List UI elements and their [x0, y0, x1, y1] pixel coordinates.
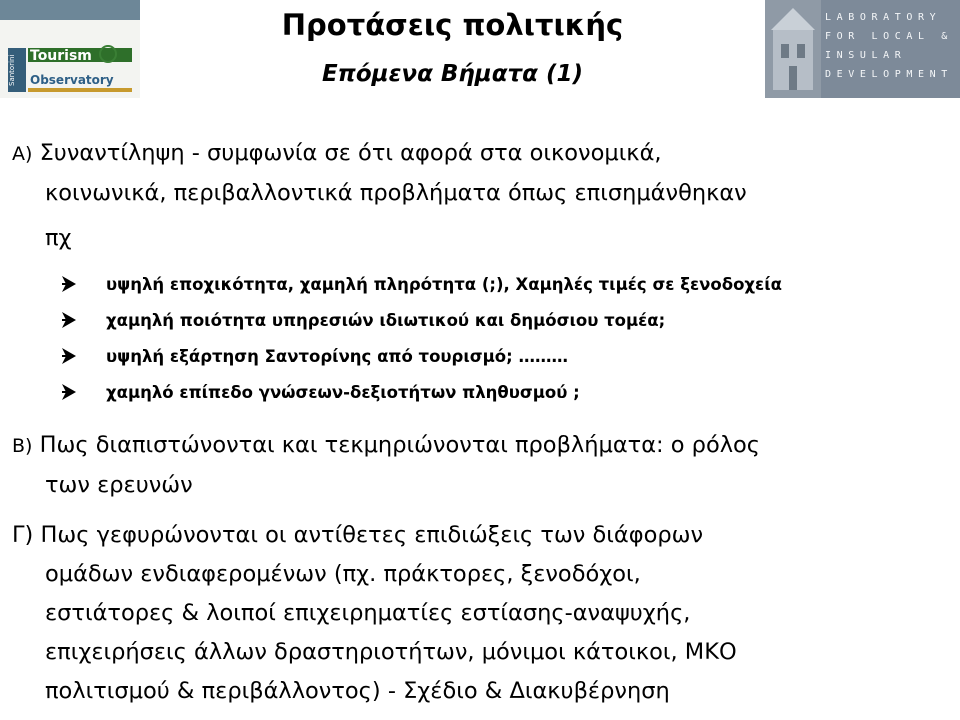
- tourism-observatory-logo: [0, 0, 140, 98]
- arrow-bullet-icon: [60, 273, 106, 295]
- lab-line-3: INSULAR: [825, 50, 907, 61]
- point-a-cont-1: κοινωνικά, περιβαλλοντικά προβλήματα όπως επισημάνθηκαν: [45, 180, 747, 206]
- arrow-bullet-icon: [60, 381, 106, 403]
- laboratory-logo: [765, 0, 960, 98]
- point-c-cont-2: εστιάτορες & λοιποί επιχειρηματίες εστίασης-αναψυχής,: [45, 600, 691, 626]
- bullet-text: χαμηλό επίπεδο γνώσεων-δεξιοτήτων πληθυσμού ;: [106, 382, 580, 402]
- tourism-observatory-mark: [8, 44, 132, 96]
- bullet-text: υψηλή εξάρτηση Σαντορίνης από τουρισμό; ………: [106, 346, 568, 366]
- point-c-cont-4: πολιτισμού & περιβάλλοντος) - Σχέδιο & Διακυβέρνηση: [45, 678, 670, 704]
- lab-line-1: LABORATORY: [825, 12, 942, 23]
- lab-line-2: FOR LOCAL &: [825, 31, 953, 42]
- point-b-text: Πως διαπιστώνονται και τεκμηριώνονται προβλήματα: ο ρόλος: [39, 432, 761, 458]
- point-a-label: A): [12, 143, 33, 165]
- point-c-cont-3: επιχειρήσεις άλλων δραστηριοτήτων, μόνιμοι κάτοικοι, ΜΚΟ: [45, 639, 737, 665]
- bullet-text: υψηλή εποχικότητα, χαμηλή πληρότητα (;), Χαμηλές τιμές σε ξενοδοχεία: [106, 274, 783, 294]
- point-a-cont-2: πχ: [45, 225, 72, 251]
- point-a: [12, 134, 952, 263]
- point-c-label: Γ): [12, 522, 34, 548]
- point-a-text: Συναντίληψη - συμφωνία σε ότι αφορά στα οικονομικά,: [39, 140, 662, 166]
- point-c: [12, 516, 952, 711]
- arrow-bullet-icon: [60, 309, 106, 331]
- bullet-list: [60, 266, 782, 410]
- point-c-cont-1: ομάδων ενδιαφερομένων (πχ. πράκτορες, ξενοδόχοι,: [45, 561, 641, 587]
- logo-side-text: Santorini: [8, 54, 16, 86]
- logo-band: [0, 0, 140, 20]
- list-item: [60, 302, 782, 338]
- list-item: [60, 266, 782, 302]
- building-icon: [765, 0, 821, 98]
- lab-line-4: DEVELOPMENT: [825, 69, 953, 80]
- point-b: [12, 426, 952, 505]
- point-b-cont-1: των ερευνών: [45, 472, 193, 498]
- point-c-text: Πως γεφυρώνονται οι αντίθετες επιδιώξεις των διάφορων: [40, 522, 704, 548]
- arrow-bullet-icon: [60, 345, 106, 367]
- list-item: [60, 374, 782, 410]
- point-b-label: B): [12, 435, 33, 457]
- bullet-text: χαμηλή ποιότητα υπηρεσιών ιδιωτικού και δημόσιου τομέα;: [106, 310, 666, 330]
- list-item: [60, 338, 782, 374]
- page-title: Προτάσεις πολιτικής: [281, 8, 624, 42]
- page-subtitle: Επόμενα Βήματα (1): [321, 61, 584, 87]
- logo-text-bottom: Observatory: [30, 73, 114, 87]
- logo-text-top: Tourism: [30, 48, 92, 64]
